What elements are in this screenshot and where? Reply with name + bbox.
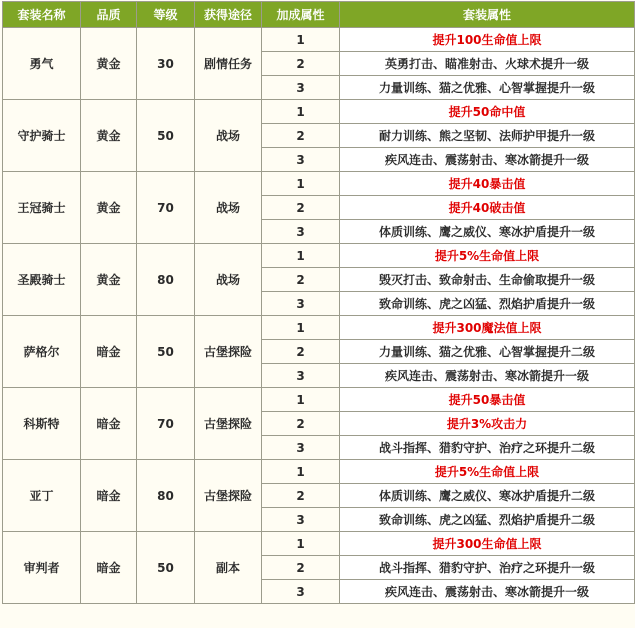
- table-row: [3, 100, 635, 124]
- bonus-effect-cell: 力量训练、猫之优雅、心智掌握提升一级: [340, 76, 635, 100]
- bonus-tier-cell: 3: [262, 220, 340, 244]
- bonus-effect-cell: 致命训练、虎之凶猛、烈焰护盾提升一级: [340, 292, 635, 316]
- bonus-tier-cell: 1: [262, 28, 340, 52]
- table-row: [3, 172, 635, 196]
- source-cell: 战场: [195, 244, 262, 316]
- bonus-tier-cell: 2: [262, 124, 340, 148]
- bonus-tier-cell: 1: [262, 316, 340, 340]
- bonus-effect-cell: 英勇打击、瞄准射击、火球术提升一级: [340, 52, 635, 76]
- bonus-effect-cell: 提升3%攻击力: [340, 412, 635, 436]
- table-row: [3, 388, 635, 412]
- bonus-tier-cell: 3: [262, 76, 340, 100]
- bonus-effect-cell: 耐力训练、熊之坚韧、法师护甲提升一级: [340, 124, 635, 148]
- bonus-tier-cell: 2: [262, 268, 340, 292]
- bonus-tier-cell: 2: [262, 196, 340, 220]
- bonus-effect-cell: 提升50命中值: [340, 100, 635, 124]
- header-set-attribute: 套装属性: [340, 2, 635, 28]
- table-row: [3, 316, 635, 340]
- level-cell: 50: [137, 316, 195, 388]
- bonus-effect-cell: 致命训练、虎之凶猛、烈焰护盾提升二级: [340, 508, 635, 532]
- quality-cell: 暗金: [81, 460, 137, 532]
- table-body: [3, 28, 635, 604]
- bonus-tier-cell: 1: [262, 388, 340, 412]
- bonus-tier-cell: 2: [262, 52, 340, 76]
- source-cell: 剧情任务: [195, 28, 262, 100]
- set-name-cell: 科斯特: [3, 388, 81, 460]
- set-name-cell: 勇气: [3, 28, 81, 100]
- quality-cell: 暗金: [81, 316, 137, 388]
- header-level: 等级: [137, 2, 195, 28]
- header-set-name: 套装名称: [3, 2, 81, 28]
- quality-cell: 黄金: [81, 172, 137, 244]
- bonus-effect-cell: 提升40破击值: [340, 196, 635, 220]
- header-row: [3, 2, 635, 28]
- level-cell: 70: [137, 172, 195, 244]
- quality-cell: 黄金: [81, 28, 137, 100]
- bonus-tier-cell: 3: [262, 292, 340, 316]
- level-cell: 80: [137, 460, 195, 532]
- level-cell: 70: [137, 388, 195, 460]
- source-cell: 战场: [195, 100, 262, 172]
- bonus-tier-cell: 3: [262, 436, 340, 460]
- bonus-effect-cell: 提升300魔法值上限: [340, 316, 635, 340]
- bonus-tier-cell: 3: [262, 508, 340, 532]
- bonus-tier-cell: 2: [262, 556, 340, 580]
- bonus-effect-cell: 提升300生命值上限: [340, 532, 635, 556]
- level-cell: 50: [137, 100, 195, 172]
- quality-cell: 暗金: [81, 388, 137, 460]
- set-name-cell: 萨格尔: [3, 316, 81, 388]
- bonus-tier-cell: 1: [262, 100, 340, 124]
- bonus-tier-cell: 1: [262, 244, 340, 268]
- source-cell: 古堡探险: [195, 316, 262, 388]
- quality-cell: 黄金: [81, 100, 137, 172]
- bonus-effect-cell: 力量训练、猫之优雅、心智掌握提升二级: [340, 340, 635, 364]
- table-row: [3, 244, 635, 268]
- bonus-effect-cell: 战斗指挥、猎豹守护、治疗之环提升一级: [340, 556, 635, 580]
- bonus-tier-cell: 3: [262, 148, 340, 172]
- bonus-tier-cell: 2: [262, 340, 340, 364]
- set-name-cell: 亚丁: [3, 460, 81, 532]
- level-cell: 80: [137, 244, 195, 316]
- set-attributes-table: [2, 1, 635, 604]
- set-name-cell: 审判者: [3, 532, 81, 604]
- bonus-tier-cell: 3: [262, 580, 340, 604]
- bonus-effect-cell: 提升5%生命值上限: [340, 244, 635, 268]
- bonus-effect-cell: 体质训练、鹰之威仪、寒冰护盾提升二级: [340, 484, 635, 508]
- bonus-tier-cell: 3: [262, 364, 340, 388]
- source-cell: 副本: [195, 532, 262, 604]
- table-header: [3, 2, 635, 28]
- table-row: [3, 532, 635, 556]
- set-name-cell: 王冠骑士: [3, 172, 81, 244]
- table-row: [3, 28, 635, 52]
- set-name-cell: 守护骑士: [3, 100, 81, 172]
- bonus-effect-cell: 体质训练、鹰之威仪、寒冰护盾提升一级: [340, 220, 635, 244]
- set-name-cell: 圣殿骑士: [3, 244, 81, 316]
- bonus-effect-cell: 疾风连击、震荡射击、寒冰箭提升一级: [340, 148, 635, 172]
- bonus-effect-cell: 提升100生命值上限: [340, 28, 635, 52]
- bonus-tier-cell: 1: [262, 532, 340, 556]
- quality-cell: 黄金: [81, 244, 137, 316]
- bonus-effect-cell: 疾风连击、震荡射击、寒冰箭提升一级: [340, 580, 635, 604]
- bonus-effect-cell: 提升40暴击值: [340, 172, 635, 196]
- bonus-tier-cell: 1: [262, 460, 340, 484]
- level-cell: 30: [137, 28, 195, 100]
- bonus-effect-cell: 战斗指挥、猎豹守护、治疗之环提升二级: [340, 436, 635, 460]
- bonus-tier-cell: 1: [262, 172, 340, 196]
- source-cell: 古堡探险: [195, 460, 262, 532]
- bonus-effect-cell: 提升50暴击值: [340, 388, 635, 412]
- quality-cell: 暗金: [81, 532, 137, 604]
- header-quality: 品质: [81, 2, 137, 28]
- header-bonus-tier: 加成属性: [262, 2, 340, 28]
- level-cell: 50: [137, 532, 195, 604]
- bonus-effect-cell: 疾风连击、震荡射击、寒冰箭提升一级: [340, 364, 635, 388]
- bonus-effect-cell: 毁灭打击、致命射击、生命偷取提升一级: [340, 268, 635, 292]
- bonus-tier-cell: 2: [262, 412, 340, 436]
- bonus-effect-cell: 提升5%生命值上限: [340, 460, 635, 484]
- bonus-tier-cell: 2: [262, 484, 340, 508]
- source-cell: 古堡探险: [195, 388, 262, 460]
- source-cell: 战场: [195, 172, 262, 244]
- table-row: [3, 460, 635, 484]
- header-source: 获得途径: [195, 2, 262, 28]
